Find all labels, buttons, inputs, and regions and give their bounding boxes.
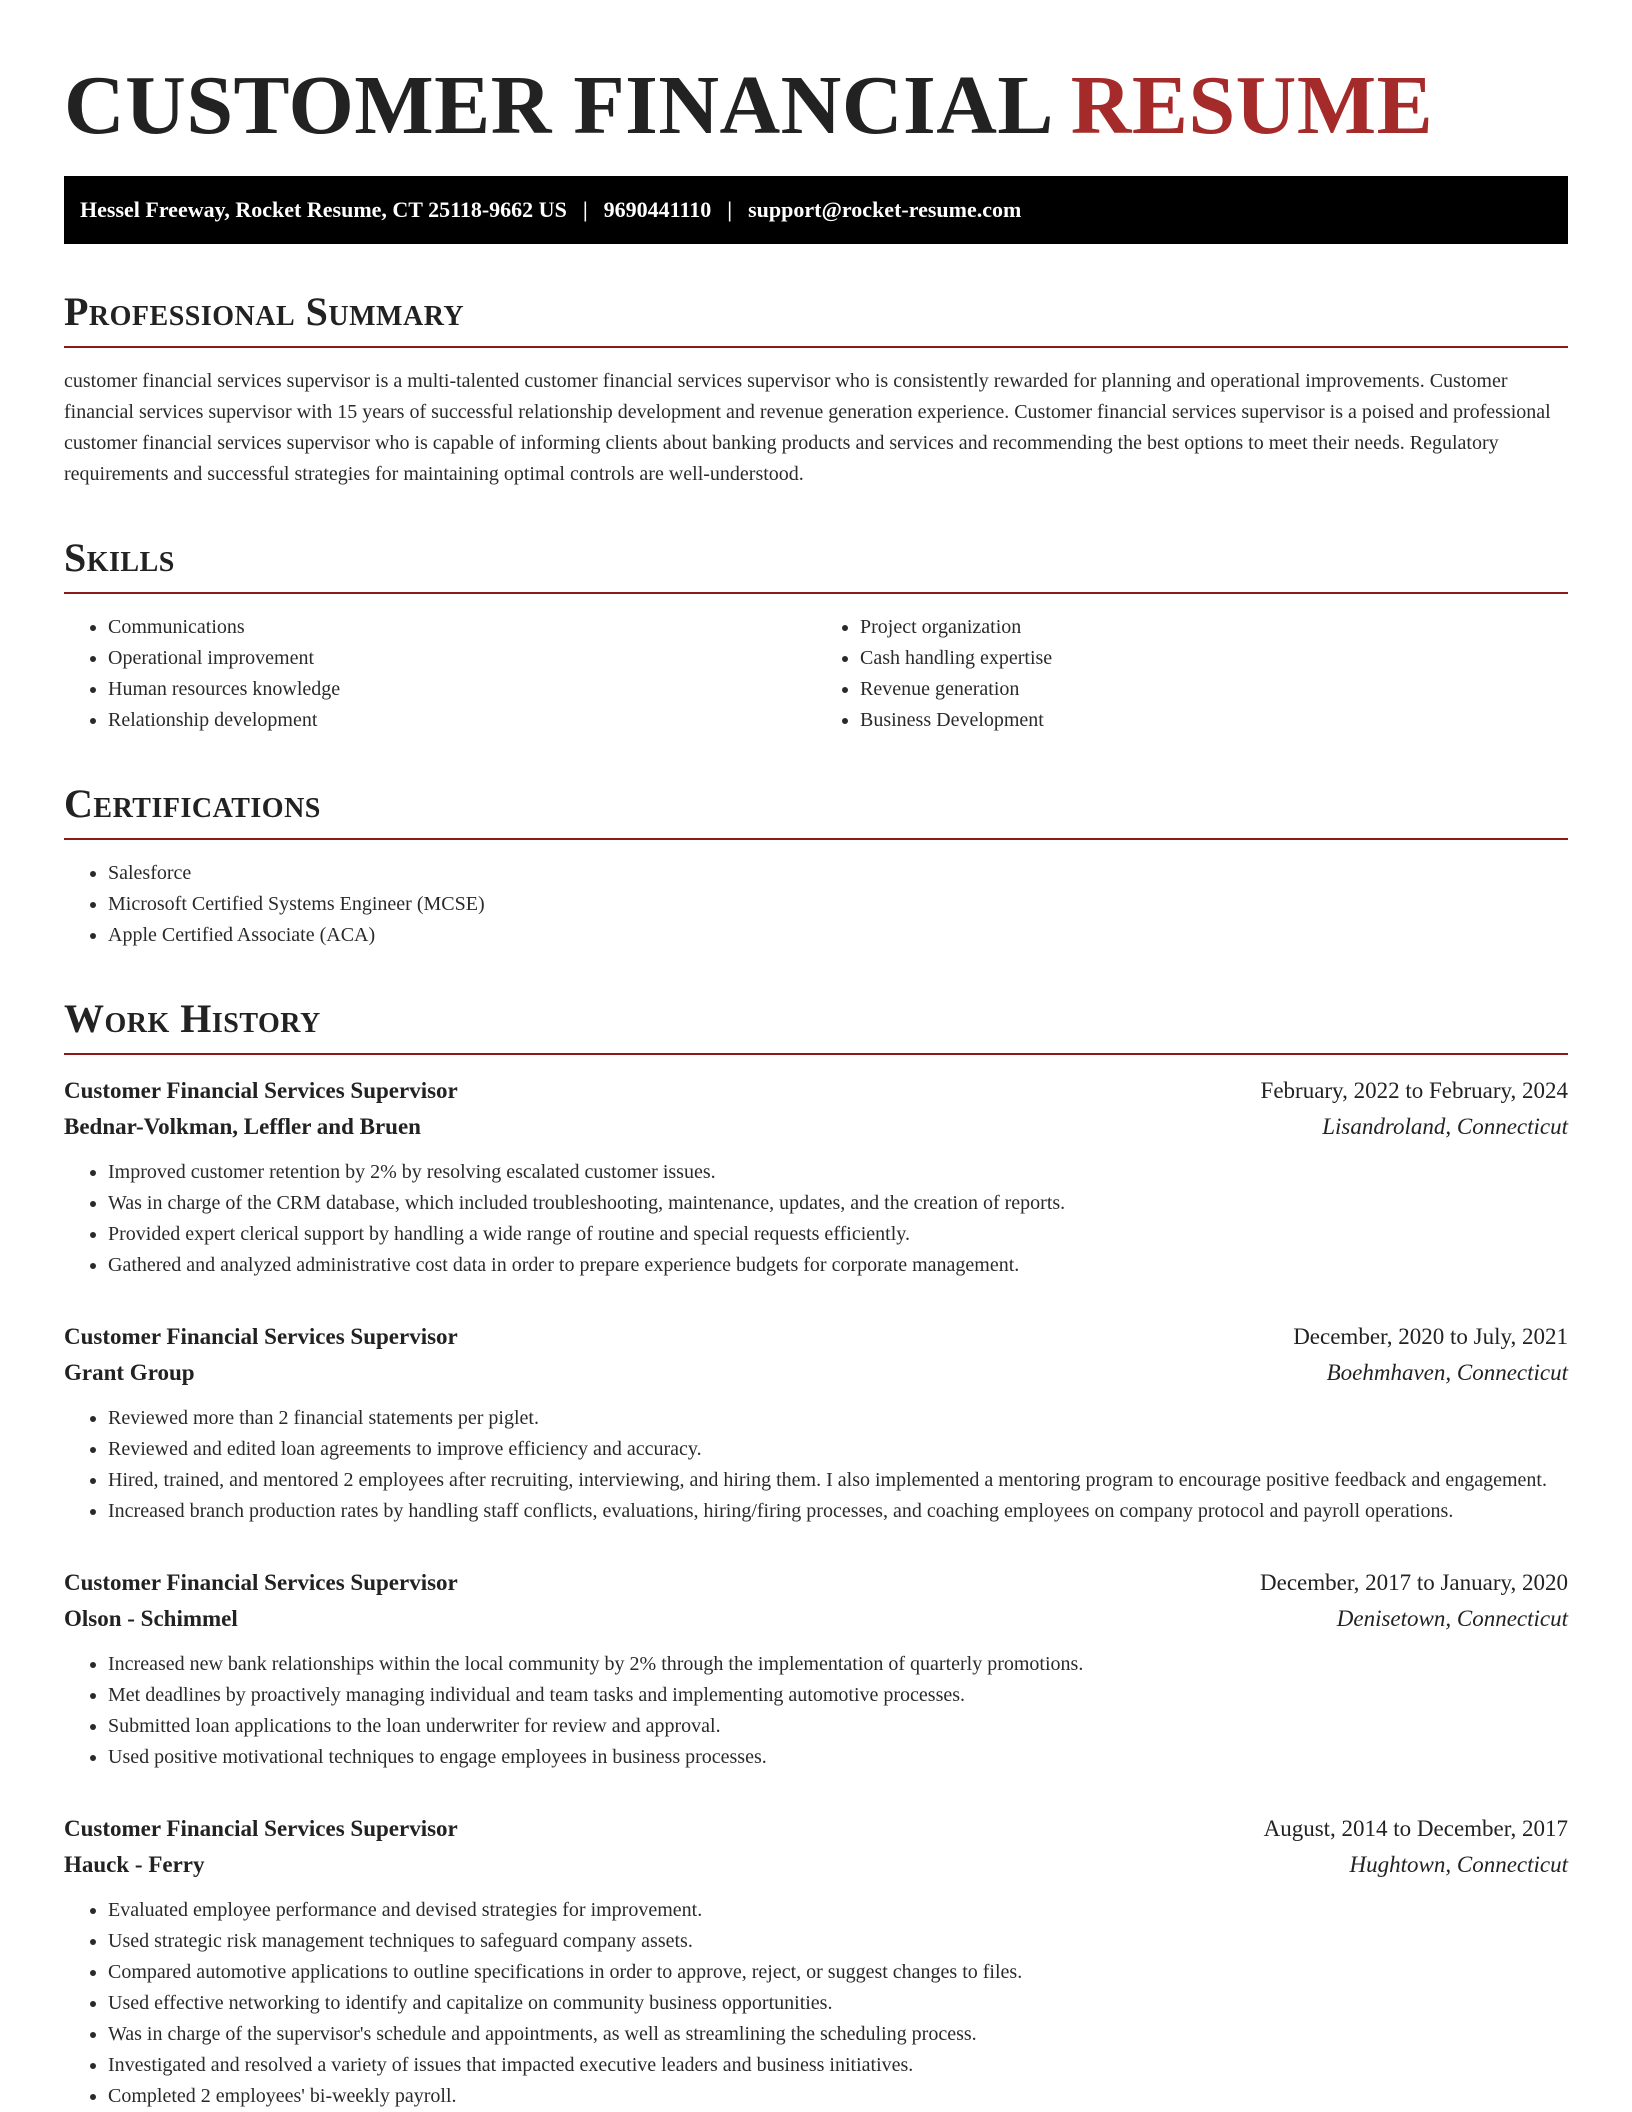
job-dates: February, 2022 to February, 2024 [1260,1078,1568,1104]
job-bullet: • Improved customer retention by 2% by resolving escalated customer issues. [108,1157,1568,1188]
resume-title [64,60,1568,152]
job-bullet: • Compared automotive applications to outline specifications in order to approve, reject, or suggest changes to files. [108,1957,1568,1988]
job-company-row [64,1847,1568,1883]
summary-heading: Professional Summary [64,290,1568,348]
job-bullet: • Was in charge of the CRM database, which included troubleshooting, maintenance, updates, and the creation of reports. [108,1188,1568,1219]
summary-text: customer financial services supervisor is a multi-talented customer financial services supervisor who is consistently rewarded for planning and operational improvements. Customer financial services supervisor with 15 years of successful relationship development and revenue generation experience. Customer financial services supervisor is a poised and professional customer financial services supervisor who is capable of informing clients about banking products and services and recommending the best options to meet their needs. Regulatory requirements and successful strategies for maintaining optimal controls are well-understood. [64,370,1551,486]
job-location: Denisetown, Connecticut [1336,1606,1568,1632]
job-header-row [64,1811,1568,1847]
job-title: Customer Financial Services Supervisor [64,1570,458,1596]
job-bullet: • Provided expert clerical support by handling a wide range of routine and special requests efficiently. [108,1219,1568,1250]
job-location: Hughtown, Connecticut [1349,1852,1568,1878]
job-title: Customer Financial Services Supervisor [64,1816,458,1842]
job-header-row [64,1565,1568,1601]
job-company: Hauck - Ferry [64,1852,205,1878]
certifications-list [64,858,1568,951]
job-company-row [64,1601,1568,1637]
skill-item: • Business Development [860,705,1568,736]
contact-phone: 9690441110 [603,197,712,223]
skills-list-left [64,612,816,736]
job-company: Grant Group [64,1360,195,1386]
job-company: Olson - Schimmel [64,1606,238,1632]
job-bullet: • Completed 2 employees' bi-weekly payroll. [108,2081,1568,2112]
job-bullet: • Used positive motivational techniques to engage employees in business processes. [108,1742,1568,1773]
title-main: CUSTOMER FINANCIAL [64,59,1050,152]
skill-item: • Operational improvement [108,643,816,674]
job-bullet: • Submitted loan applications to the loan underwriter for review and approval. [108,1711,1568,1742]
job-bullets [64,1895,1568,2112]
job-company-row [64,1109,1568,1145]
skill-item: • Revenue generation [860,674,1568,705]
job-bullet: • Met deadlines by proactively managing individual and team tasks and implementing automotive processes. [108,1680,1568,1711]
job-bullet: • Used strategic risk management techniques to safeguard company assets. [108,1926,1568,1957]
title-accent: RESUME [1070,59,1434,152]
contact-bar [64,176,1568,244]
job-bullet: • Was in charge of the supervisor's schedule and appointments, as well as streamlining the scheduling process. [108,2019,1568,2050]
job-bullet: • Reviewed and edited loan agreements to improve efficiency and accuracy. [108,1434,1568,1465]
job-bullets [64,1157,1568,1281]
skill-item: • Communications [108,612,816,643]
job-entry [64,1319,1568,1527]
certification-item: • Salesforce [108,858,1568,889]
job-title: Customer Financial Services Supervisor [64,1078,458,1104]
certifications-heading: Certifications [64,782,1568,840]
skills-list-right [816,612,1568,736]
job-company: Bednar-Volkman, Leffler and Bruen [64,1114,421,1140]
job-header-row [64,1319,1568,1355]
job-dates: August, 2014 to December, 2017 [1263,1816,1568,1842]
job-bullet: • Gathered and analyzed administrative cost data in order to prepare experience budgets for corporate management. [108,1250,1568,1281]
certification-item: • Microsoft Certified Systems Engineer (MCSE) [108,889,1568,920]
job-title: Customer Financial Services Supervisor [64,1324,458,1350]
job-location: Lisandroland, Connecticut [1322,1114,1568,1140]
job-bullet: • Evaluated employee performance and devised strategies for improvement. [108,1895,1568,1926]
job-bullet: • Hired, trained, and mentored 2 employees after recruiting, interviewing, and hiring them. I also implemented a mentoring program to encourage positive feedback and engagement. [108,1465,1568,1496]
job-header-row [64,1073,1568,1109]
job-dates: December, 2020 to July, 2021 [1293,1324,1568,1350]
job-entry [64,1565,1568,1773]
job-bullet: • Reviewed more than 2 financial statements per piglet. [108,1403,1568,1434]
job-dates: December, 2017 to January, 2020 [1260,1570,1568,1596]
skill-item: • Human resources knowledge [108,674,816,705]
job-company-row [64,1355,1568,1391]
job-entry [64,1073,1568,1281]
job-bullet: • Increased branch production rates by handling staff conflicts, evaluations, hiring/firing processes, and coaching employees on company protocol and payroll operations. [108,1496,1568,1527]
job-bullet: • Used effective networking to identify and capitalize on community business opportunities. [108,1988,1568,2019]
job-bullet: • Investigated and resolved a variety of issues that impacted executive leaders and business initiatives. [108,2050,1568,2081]
contact-separator: | [582,197,588,223]
contact-email: support@rocket-resume.com [748,197,1022,223]
contact-address: Hessel Freeway, Rocket Resume, CT 25118-9662 US [80,197,567,223]
job-bullets [64,1403,1568,1527]
work-history-heading: Work History [64,997,1568,1055]
skills-grid [64,594,1568,736]
job-bullets [64,1649,1568,1773]
job-entry [64,1811,1568,2112]
skills-heading: Skills [64,536,1568,594]
job-bullet: • Increased new bank relationships within the local community by 2% through the implementation of quarterly promotions. [108,1649,1568,1680]
job-location: Boehmhaven, Connecticut [1326,1360,1568,1386]
contact-separator: | [727,197,733,223]
skill-item: • Cash handling expertise [860,643,1568,674]
skill-item: • Project organization [860,612,1568,643]
skill-item: • Relationship development [108,705,816,736]
certification-item: • Apple Certified Associate (ACA) [108,920,1568,951]
